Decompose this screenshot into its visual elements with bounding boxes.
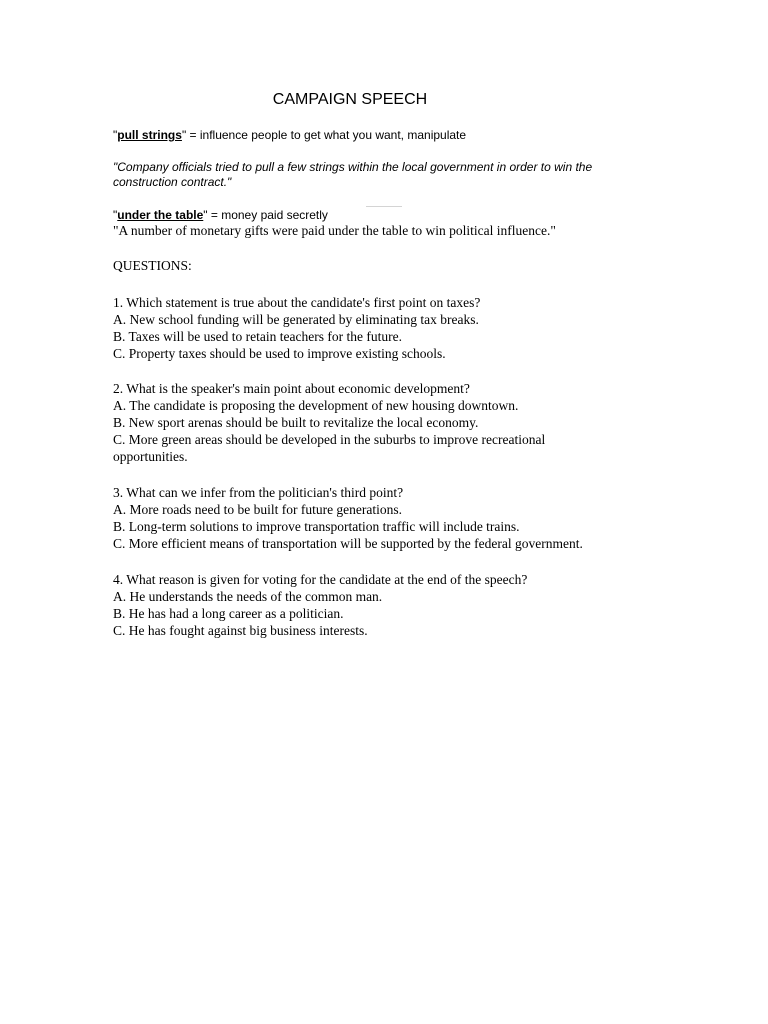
answer-option: B. New sport arenas should be built to revitalize the local economy. xyxy=(113,415,479,430)
answer-option: A. More roads need to be built for future generations. xyxy=(113,502,403,517)
question-prompt: 2. What is the speaker's main point about economic development? xyxy=(113,381,470,396)
idiom-definition: " = influence people to get what you want, manipulate xyxy=(181,128,467,142)
answer-option: B. He has had a long career as a politician. xyxy=(113,606,344,621)
idiom-definition: " = money paid secretly xyxy=(203,208,328,222)
question-2 xyxy=(113,380,613,465)
question-1 xyxy=(113,294,653,362)
idiom-pull-strings-example: "Company officials tried to pull a few strings within the local government in order to win the construction contract." xyxy=(113,160,593,189)
answer-option: A. New school funding will be generated by eliminating tax breaks. xyxy=(113,312,479,327)
idiom-pull-strings-definition: "pull strings" = influence people to get what you want, manipulate xyxy=(113,128,467,142)
answer-option: C. He has fought against big business interests. xyxy=(113,623,368,638)
answer-option: A. The candidate is proposing the development of new housing downtown. xyxy=(113,398,519,413)
idiom-under-the-table-example: "A number of monetary gifts were paid under the table to win political influence." xyxy=(113,223,556,238)
divider xyxy=(366,206,402,207)
idiom-under-the-table-definition: "under the table" = money paid secretly xyxy=(113,208,328,222)
answer-option: B. Taxes will be used to retain teachers for the future. xyxy=(113,329,402,344)
question-prompt: 3. What can we infer from the politician's third point? xyxy=(113,485,404,500)
question-4 xyxy=(113,571,653,639)
answer-option: C. More efficient means of transportation will be supported by the federal government. xyxy=(113,536,583,551)
answer-option: A. He understands the needs of the common man. xyxy=(113,589,383,604)
answer-option: C. Property taxes should be used to improve existing schools. xyxy=(113,346,446,361)
idiom-term: pull strings xyxy=(117,128,182,142)
questions-heading: QUESTIONS: xyxy=(113,258,192,273)
idiom-term: under the table xyxy=(117,208,204,222)
page-title: CAMPAIGN SPEECH xyxy=(272,91,428,108)
question-prompt: 1. Which statement is true about the candidate's first point on taxes? xyxy=(113,295,481,310)
answer-option: C. More green areas should be developed in the suburbs to improve recreational opportunities. xyxy=(113,432,546,464)
question-3 xyxy=(113,484,673,552)
question-prompt: 4. What reason is given for voting for the candidate at the end of the speech? xyxy=(113,572,528,587)
answer-option: B. Long-term solutions to improve transportation traffic will include trains. xyxy=(113,519,520,534)
